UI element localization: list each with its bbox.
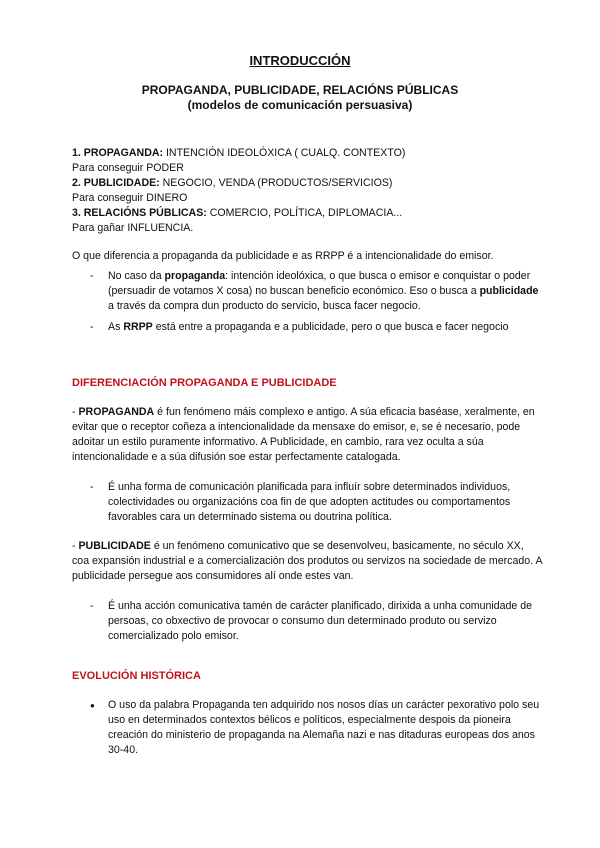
- keyword: publicidade: [479, 285, 539, 297]
- bullet-list: [90, 480, 540, 525]
- section-heading: EVOLUCIÓN HISTÓRICA: [72, 670, 201, 682]
- list-item: - As RRPP está entre a propaganda e a publicidade, pero o que busca e facer negocio: [90, 321, 509, 333]
- page-title: INTRODUCCIÓN: [249, 53, 351, 68]
- bullet-dot-icon: ●: [90, 701, 95, 710]
- keyword: propaganda: [164, 270, 226, 282]
- keyword: PUBLICIDADE: [78, 540, 151, 552]
- definition-goal: Para conseguir DINERO: [72, 192, 188, 204]
- bullet-list: [90, 599, 540, 644]
- definition-desc: INTENCIÓN IDEOLÓXICA ( CUALQ. CONTEXTO): [163, 147, 406, 159]
- dash-marker: -: [90, 321, 94, 333]
- paragraph-propaganda: - PROPAGANDA é fun fenómeno máis complexo e antigo. A súa eficacia baséase, xeralmente, en evitar que o receptor coñeza a intencionalidade da mensaxe do emisor, e, se é necesario, pode adoitar un estilo puramente informativo. A Publicidade, en cambio, rara vez oculta a súa intencionalidade e a súa difusión soe estar perfectamente catalogada.: [72, 406, 535, 463]
- list-item: - É unha acción comunicativa tamén de carácter planificado, dirixida a unha comunidade de persoas, co obxectivo de provocar o consumo dun determinado produto ou servizo comercializado polo emisor.: [90, 600, 533, 642]
- keyword: PROPAGANDA: [78, 406, 155, 418]
- definition-goal: Para conseguir PODER: [72, 162, 184, 174]
- subtitle-line-1: PROPAGANDA, PUBLICIDADE, RELACIÓNS PÚBLICAS: [141, 83, 459, 97]
- paragraph-publicidade: - PUBLICIDADE é un fenómeno comunicativo que se desenvolveu, basicamente, no século XX, coa expansión industrial e a comercialización dos produtos ou servizos na sociedade de mercado. A publicidade persegue aos consumidores alí onde estes van.: [72, 540, 542, 582]
- bullet-list: [90, 698, 540, 758]
- subtitle-line-2: (modelos de comunicación persuasiva): [187, 98, 413, 112]
- dash-marker: -: [90, 270, 94, 282]
- definition-term: 3. RELACIÓNS PÚBLICAS:: [72, 207, 207, 219]
- intro-bullet-list: [90, 269, 540, 335]
- intro-paragraph: O que diferencia a propaganda da publicidade e as RRPP é a intencionalidade do emisor.: [72, 250, 494, 262]
- definition-1: [72, 146, 542, 161]
- definition-desc: NEGOCIO, VENDA (PRODUCTOS/SERVICIOS): [159, 177, 393, 189]
- definition-term: 2. PUBLICIDADE:: [72, 177, 160, 189]
- definition-2: [72, 176, 542, 191]
- definition-term: 1. PROPAGANDA:: [72, 147, 164, 159]
- list-item: - No caso da propaganda: intención ideolóxica, o que busca o emisor e conquistar o poder (persuadir de votamos X cosa) no buscan beneficio económico. Eso o busca a publicidade a través da compra dun producto do servicio, busca facer negocio.: [90, 270, 539, 312]
- definition-3: [72, 206, 542, 221]
- dash-marker: -: [90, 600, 94, 612]
- list-item: ● O uso da palabra Propaganda ten adquirido nos nosos días un carácter pexorativo polo seu uso en determinados contextos bélicos e políticos, especialmente despois da pioneira creación do ministerio de propaganda na Alemaña nazi e nas ditaduras europeas dos anos 30-40.: [90, 699, 540, 756]
- section-heading: DIFERENCIACIÓN PROPAGANDA E PUBLICIDADE: [72, 377, 337, 389]
- dash-marker: -: [90, 481, 94, 493]
- keyword: RRPP: [123, 321, 153, 333]
- list-item: - É unha forma de comunicación planificada para influír sobre determinados individuos, colectividades ou organizacións coa fin de que adopten actitudes ou comportamentos favorables cara un determinado sistema ou doutrina política.: [90, 481, 511, 523]
- definition-desc: COMERCIO, POLÍTICA, DIPLOMACIA...: [206, 207, 403, 219]
- subtitle: [0, 83, 600, 113]
- definitions-list: [72, 146, 542, 236]
- definition-goal: Para gañar INFLUENCIA.: [72, 222, 194, 234]
